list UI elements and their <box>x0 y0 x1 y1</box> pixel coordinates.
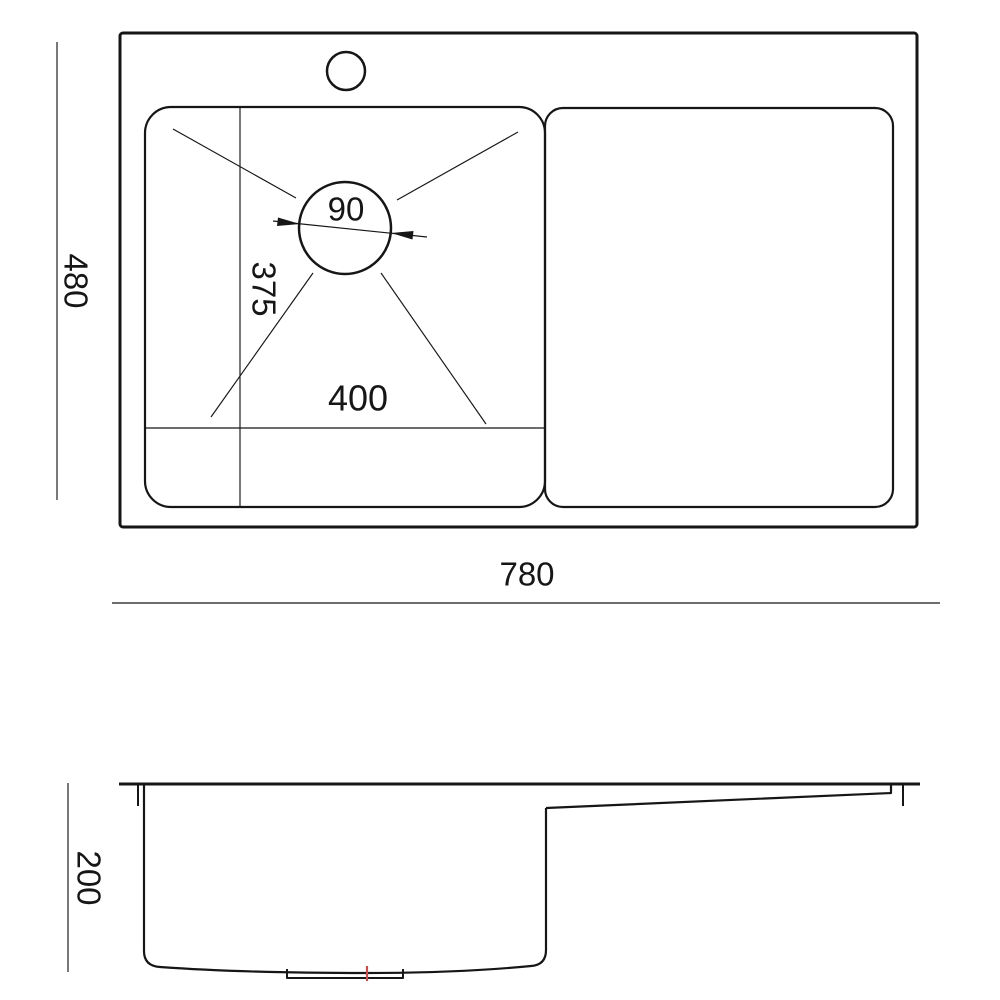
drain-diameter-label: 90 <box>327 190 365 228</box>
bowl-depth-label: 375 <box>245 261 283 317</box>
slope-crease-bottom-right <box>381 273 486 424</box>
overall-width-label: 780 <box>499 555 555 593</box>
bowl-outline <box>145 107 545 507</box>
drain-dim-arrow-right <box>391 231 414 240</box>
top-view <box>57 33 940 603</box>
overall-depth-label: 480 <box>57 253 95 309</box>
drain-dim-arrow-left <box>277 218 300 227</box>
bowl-width-label: 400 <box>327 377 389 419</box>
drainboard-slope-line <box>546 784 891 808</box>
slope-crease-top-left <box>173 129 296 198</box>
drainboard-outline <box>545 108 893 507</box>
slope-crease-top-right <box>397 132 518 200</box>
height-label: 200 <box>70 850 108 906</box>
bowl-profile <box>144 784 546 973</box>
faucet-hole <box>327 52 365 90</box>
side-view <box>68 783 920 981</box>
